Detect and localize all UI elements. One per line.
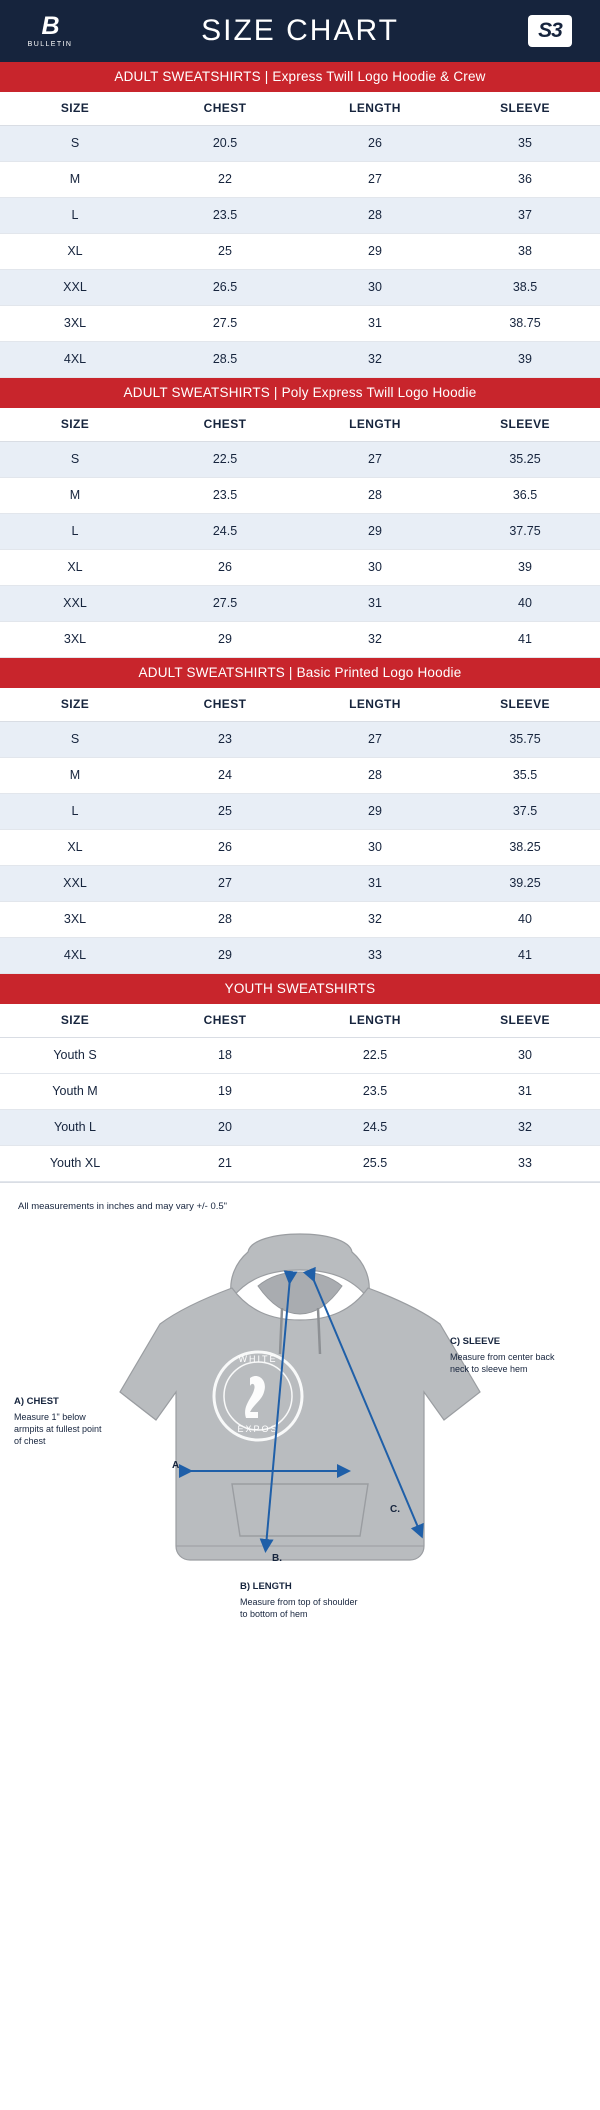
- svg-text:A: A: [172, 1460, 180, 1471]
- table-header-row: [0, 688, 600, 722]
- cell-size: 3XL: [0, 902, 150, 938]
- section-banner-4: YOUTH SWEATSHIRTS: [0, 974, 600, 1004]
- table-row: [0, 866, 600, 902]
- cell-chest: 27.5: [150, 586, 300, 622]
- cell-sleeve: 35: [450, 126, 600, 162]
- cell-chest: 26.5: [150, 270, 300, 306]
- cell-size: Youth XL: [0, 1146, 150, 1182]
- cell-length: 28: [300, 478, 450, 514]
- cell-sleeve: 39: [450, 550, 600, 586]
- table-row: [0, 794, 600, 830]
- cell-sleeve: 41: [450, 622, 600, 658]
- cell-length: 25.5: [300, 1146, 450, 1182]
- cell-length: 32: [300, 622, 450, 658]
- cell-length: 24.5: [300, 1110, 450, 1146]
- col-length: LENGTH: [300, 688, 450, 722]
- cell-size: XXL: [0, 270, 150, 306]
- col-chest: CHEST: [150, 408, 300, 442]
- chest-callout-title: A) CHEST: [14, 1396, 59, 1407]
- cell-chest: 23.5: [150, 478, 300, 514]
- table-row: [0, 442, 600, 478]
- cell-chest: 28.5: [150, 342, 300, 378]
- table-row: [0, 234, 600, 270]
- cell-sleeve: 37.5: [450, 794, 600, 830]
- cell-chest: 27: [150, 866, 300, 902]
- cell-length: 31: [300, 866, 450, 902]
- s3-logo-text: S3: [528, 15, 572, 47]
- svg-text:C.: C.: [390, 1504, 400, 1515]
- cell-length: 30: [300, 550, 450, 586]
- section-banner-1: ADULT SWEATSHIRTS | Express Twill Logo Hoodie & Crew: [0, 62, 600, 92]
- col-length: LENGTH: [300, 92, 450, 126]
- table-row: [0, 586, 600, 622]
- section-banner-2: ADULT SWEATSHIRTS | Poly Express Twill Logo Hoodie: [0, 378, 600, 408]
- cell-size: XXL: [0, 586, 150, 622]
- page-title: SIZE CHART: [201, 14, 399, 47]
- cell-size: Youth L: [0, 1110, 150, 1146]
- cell-size: S: [0, 126, 150, 162]
- cell-size: Youth M: [0, 1074, 150, 1110]
- cell-size: XL: [0, 234, 150, 270]
- col-length: LENGTH: [300, 1004, 450, 1038]
- cell-length: 28: [300, 198, 450, 234]
- cell-chest: 29: [150, 622, 300, 658]
- cell-size: 4XL: [0, 342, 150, 378]
- col-sleeve: SLEEVE: [450, 688, 600, 722]
- measurement-note: All measurements in inches and may vary +/- 0.5": [18, 1201, 228, 1212]
- cell-size: XL: [0, 830, 150, 866]
- cell-chest: 20: [150, 1110, 300, 1146]
- svg-text:WHITE: WHITE: [238, 1354, 278, 1364]
- table-header-row: [0, 92, 600, 126]
- length-callout-text: Measure from top of shoulder to bottom of hem: [240, 1596, 358, 1619]
- chest-callout-text: Measure 1" below armpits at fullest point of chest: [14, 1411, 102, 1447]
- cell-size: Youth S: [0, 1038, 150, 1074]
- table-row: [0, 550, 600, 586]
- cell-sleeve: 39: [450, 342, 600, 378]
- cell-chest: 27.5: [150, 306, 300, 342]
- cell-size: S: [0, 722, 150, 758]
- cell-size: 3XL: [0, 306, 150, 342]
- cell-sleeve: 37: [450, 198, 600, 234]
- cell-size: M: [0, 162, 150, 198]
- cell-size: 3XL: [0, 622, 150, 658]
- cell-sleeve: 40: [450, 902, 600, 938]
- cell-length: 33: [300, 938, 450, 974]
- cell-sleeve: 33: [450, 1146, 600, 1182]
- bulletin-logo-mark: B: [41, 12, 59, 40]
- cell-size: L: [0, 198, 150, 234]
- cell-chest: 24.5: [150, 514, 300, 550]
- size-table-4: [0, 1004, 600, 1182]
- table-row: [0, 198, 600, 234]
- table-row: [0, 342, 600, 378]
- cell-length: 22.5: [300, 1038, 450, 1074]
- page-header: [0, 0, 600, 62]
- cell-length: 30: [300, 270, 450, 306]
- cell-sleeve: 39.25: [450, 866, 600, 902]
- cell-length: 32: [300, 342, 450, 378]
- table-row: [0, 830, 600, 866]
- cell-size: M: [0, 758, 150, 794]
- cell-sleeve: 32: [450, 1110, 600, 1146]
- cell-sleeve: 38.5: [450, 270, 600, 306]
- cell-sleeve: 30: [450, 1038, 600, 1074]
- cell-sleeve: 36.5: [450, 478, 600, 514]
- cell-sleeve: 38.75: [450, 306, 600, 342]
- bulletin-logo-name: BULLETIN: [27, 41, 73, 48]
- cell-chest: 20.5: [150, 126, 300, 162]
- table-row: [0, 1074, 600, 1110]
- cell-length: 23.5: [300, 1074, 450, 1110]
- cell-sleeve: 35.25: [450, 442, 600, 478]
- table-row: [0, 306, 600, 342]
- table-row: [0, 758, 600, 794]
- cell-chest: 23.5: [150, 198, 300, 234]
- cell-length: 27: [300, 442, 450, 478]
- col-size: SIZE: [0, 688, 150, 722]
- cell-sleeve: 35.5: [450, 758, 600, 794]
- table-header-row: [0, 1004, 600, 1038]
- length-callout-title: B) LENGTH: [240, 1581, 292, 1592]
- table-row: [0, 162, 600, 198]
- table-row: [0, 1110, 600, 1146]
- svg-text:B.: B.: [272, 1553, 282, 1564]
- table-row: [0, 1146, 600, 1182]
- cell-chest: 18: [150, 1038, 300, 1074]
- cell-chest: 26: [150, 830, 300, 866]
- cell-length: 26: [300, 126, 450, 162]
- col-chest: CHEST: [150, 688, 300, 722]
- sleeve-callout-text: Measure from center back neck to sleeve hem: [450, 1351, 555, 1374]
- s3-logo: [514, 15, 586, 47]
- cell-chest: 23: [150, 722, 300, 758]
- hoodie-diagram: [0, 1216, 600, 1636]
- table-row: [0, 126, 600, 162]
- cell-length: 29: [300, 234, 450, 270]
- col-chest: CHEST: [150, 92, 300, 126]
- sleeve-callout: [450, 1336, 570, 1375]
- col-size: SIZE: [0, 408, 150, 442]
- table-row: [0, 622, 600, 658]
- cell-sleeve: 37.75: [450, 514, 600, 550]
- col-length: LENGTH: [300, 408, 450, 442]
- cell-chest: 28: [150, 902, 300, 938]
- cell-chest: 26: [150, 550, 300, 586]
- cell-chest: 22.5: [150, 442, 300, 478]
- size-table-2: [0, 408, 600, 658]
- cell-chest: 24: [150, 758, 300, 794]
- cell-chest: 25: [150, 234, 300, 270]
- sleeve-callout-title: C) SLEEVE: [450, 1336, 501, 1347]
- chest-callout: [14, 1396, 109, 1447]
- size-table-3: [0, 688, 600, 974]
- cell-sleeve: 38.25: [450, 830, 600, 866]
- table-row: [0, 722, 600, 758]
- cell-size: S: [0, 442, 150, 478]
- cell-size: 4XL: [0, 938, 150, 974]
- col-sleeve: SLEEVE: [450, 1004, 600, 1038]
- cell-chest: 29: [150, 938, 300, 974]
- cell-chest: 19: [150, 1074, 300, 1110]
- cell-chest: 25: [150, 794, 300, 830]
- cell-length: 30: [300, 830, 450, 866]
- cell-sleeve: 35.75: [450, 722, 600, 758]
- table-row: [0, 478, 600, 514]
- svg-text:EXPOS: EXPOS: [237, 1424, 279, 1434]
- table-row: [0, 902, 600, 938]
- cell-sleeve: 41: [450, 938, 600, 974]
- table-row: [0, 270, 600, 306]
- size-table-1: [0, 92, 600, 378]
- cell-length: 31: [300, 306, 450, 342]
- cell-chest: 21: [150, 1146, 300, 1182]
- cell-sleeve: 38: [450, 234, 600, 270]
- cell-size: XL: [0, 550, 150, 586]
- cell-length: 31: [300, 586, 450, 622]
- length-callout: [240, 1581, 360, 1620]
- col-sleeve: SLEEVE: [450, 408, 600, 442]
- col-sleeve: SLEEVE: [450, 92, 600, 126]
- cell-length: 28: [300, 758, 450, 794]
- table-row: [0, 514, 600, 550]
- table-row: [0, 1038, 600, 1074]
- cell-sleeve: 40: [450, 586, 600, 622]
- table-header-row: [0, 408, 600, 442]
- cell-size: M: [0, 478, 150, 514]
- cell-length: 29: [300, 794, 450, 830]
- cell-size: XXL: [0, 866, 150, 902]
- cell-size: L: [0, 794, 150, 830]
- cell-size: L: [0, 514, 150, 550]
- cell-length: 27: [300, 722, 450, 758]
- col-size: SIZE: [0, 92, 150, 126]
- table-row: [0, 938, 600, 974]
- col-chest: CHEST: [150, 1004, 300, 1038]
- bulletin-logo: [14, 14, 86, 48]
- section-banner-3: ADULT SWEATSHIRTS | Basic Printed Logo Hoodie: [0, 658, 600, 688]
- cell-sleeve: 31: [450, 1074, 600, 1110]
- cell-length: 32: [300, 902, 450, 938]
- cell-length: 29: [300, 514, 450, 550]
- cell-length: 27: [300, 162, 450, 198]
- cell-sleeve: 36: [450, 162, 600, 198]
- col-size: SIZE: [0, 1004, 150, 1038]
- cell-chest: 22: [150, 162, 300, 198]
